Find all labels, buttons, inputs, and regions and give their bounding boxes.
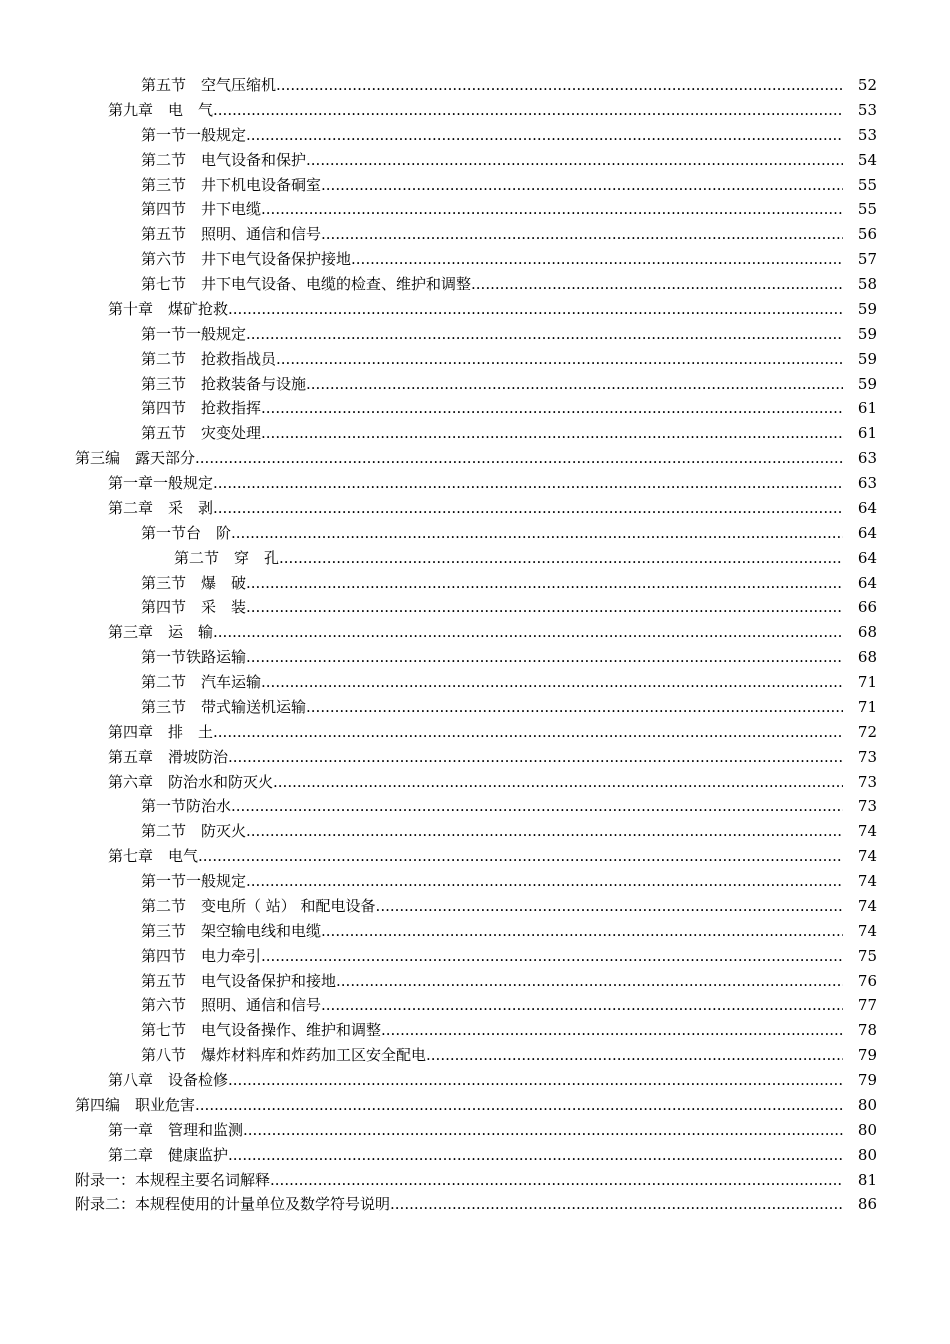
toc-dot-leader	[246, 595, 843, 620]
toc-dot-leader	[231, 794, 843, 819]
toc-entry[interactable]	[0, 645, 950, 670]
toc-entry[interactable]	[0, 794, 950, 819]
toc-entry-line	[141, 222, 843, 247]
toc-page-number: 64	[857, 573, 877, 592]
toc-entry-title: 第五章 滑坡防治	[108, 747, 229, 766]
toc-entry-line	[108, 1143, 843, 1168]
toc-page-number: 68	[857, 623, 877, 642]
toc-entry-title: 第二章 采 剥	[108, 498, 214, 517]
toc-dot-leader	[306, 372, 843, 397]
toc-entry[interactable]	[0, 1018, 950, 1043]
toc-entry[interactable]	[0, 396, 950, 421]
toc-entry-title: 第三节 抢救装备与设施	[141, 374, 307, 393]
toc-entry-line	[141, 919, 843, 944]
toc-entry-title: 第六节 井下电气设备保护接地	[141, 250, 352, 269]
toc-dot-leader	[246, 819, 843, 844]
toc-dot-leader	[231, 521, 843, 546]
toc-entry-line	[108, 1068, 843, 1093]
toc-entry[interactable]	[0, 595, 950, 620]
toc-dot-leader	[243, 1118, 843, 1143]
toc-entry[interactable]	[0, 571, 950, 596]
toc-entry-title: 第二节 汽车运输	[141, 673, 262, 691]
toc-entry-title: 第六节 照明、通信和信号	[141, 996, 322, 1015]
toc-entry-title: 第七章 电气	[108, 847, 199, 866]
toc-dot-leader	[321, 173, 843, 198]
toc-entry[interactable]	[0, 620, 950, 645]
toc-entry[interactable]	[0, 471, 950, 496]
toc-entry[interactable]	[0, 869, 950, 894]
toc-page-number: 75	[857, 946, 877, 965]
toc-page-number: 74	[857, 847, 877, 866]
toc-page-number: 59	[857, 299, 877, 318]
toc-page-number: 61	[857, 424, 877, 443]
toc-page-number: 72	[857, 722, 877, 741]
toc-entry-title: 第九章 电 气	[108, 100, 214, 119]
toc-entry-title: 第二节 穿 孔	[174, 548, 280, 567]
toc-entry-title: 第一节防治水	[141, 797, 232, 816]
toc-entry[interactable]	[0, 123, 950, 148]
toc-entry-title: 第四节 电力牵引	[141, 946, 262, 965]
toc-entry-line	[108, 844, 843, 869]
toc-entry[interactable]	[0, 919, 950, 944]
toc-entry-line	[141, 148, 843, 173]
toc-entry-line	[141, 173, 843, 198]
toc-entry-title: 第五节 灾变处理	[141, 424, 262, 443]
toc-entry-title: 第七节 井下电气设备、电缆的检查、维护和调整	[141, 275, 472, 293]
toc-entry-title: 第十章 煤矿抢救	[108, 299, 229, 318]
toc-dot-leader	[381, 1018, 843, 1043]
toc-page-number: 74	[857, 822, 877, 841]
toc-entry-title: 第四节 采 装	[141, 598, 247, 617]
toc-entry-title: 第一节台 阶	[141, 523, 232, 542]
toc-entry-title: 附录一：本规程主要名词解释	[75, 1170, 271, 1189]
toc-entry-line	[141, 993, 843, 1018]
toc-page-number: 80	[857, 1145, 877, 1164]
toc-entry-title: 第二节 变电所（ 站） 和配电设备	[141, 896, 376, 915]
toc-entry-title: 附录二：本规程使用的计量单位及数学符号说明	[75, 1195, 391, 1214]
toc-page-number: 55	[857, 175, 877, 194]
toc-entry-line	[108, 297, 843, 322]
toc-page-number: 52	[857, 76, 877, 94]
toc-dot-leader	[321, 919, 843, 944]
toc-page-number: 58	[857, 275, 877, 293]
toc-page-number: 56	[857, 225, 877, 244]
toc-page-number: 78	[857, 1021, 877, 1040]
toc-page-number: 54	[857, 150, 877, 169]
toc-page-number: 71	[857, 697, 877, 716]
toc-page-number: 73	[857, 797, 877, 816]
toc-entry-title: 第五节 照明、通信和信号	[141, 225, 322, 244]
toc-entry-line	[141, 396, 843, 421]
toc-entry-title: 第三章 运 输	[108, 623, 214, 642]
toc-page-number: 59	[857, 349, 877, 368]
toc-entry-line	[141, 247, 843, 272]
toc-page-number: 73	[857, 747, 877, 766]
toc-entry[interactable]	[0, 819, 950, 844]
toc-entry[interactable]	[0, 944, 950, 969]
toc-entry-line	[141, 894, 843, 919]
toc-dot-leader	[228, 1068, 843, 1093]
toc-page-number: 59	[857, 324, 877, 343]
toc-dot-leader	[426, 1043, 843, 1068]
toc-page-number: 74	[857, 872, 877, 890]
toc-page-number: 66	[857, 598, 877, 617]
toc-dot-leader	[261, 421, 843, 446]
toc-page-number: 81	[857, 1170, 877, 1189]
toc-dot-leader	[246, 869, 843, 894]
toc-entry-line	[75, 446, 843, 471]
toc-entry[interactable]	[0, 1143, 950, 1168]
toc-dot-leader	[471, 272, 843, 297]
toc-dot-leader	[351, 247, 843, 272]
toc-dot-leader	[246, 571, 843, 596]
toc-entry-line	[141, 322, 843, 347]
toc-entry-line	[174, 546, 843, 571]
toc-entry-title: 第一节一般规定	[141, 872, 247, 890]
toc-page-number: 80	[857, 1095, 877, 1114]
toc-entry-title: 第二节 电气设备和保护	[141, 150, 307, 169]
toc-dot-leader	[213, 720, 843, 745]
toc-dot-leader	[336, 969, 843, 994]
toc-entry[interactable]	[0, 173, 950, 198]
toc-entry-line	[141, 197, 843, 222]
toc-entry[interactable]	[0, 695, 950, 720]
toc-entry-title: 第八节 爆炸材料库和炸药加工区安全配电	[141, 1046, 427, 1065]
toc-entry-line	[141, 670, 843, 695]
toc-dot-leader	[195, 1093, 843, 1118]
toc-entry-line	[141, 1018, 843, 1043]
toc-dot-leader	[213, 620, 843, 645]
toc-entry-line	[141, 272, 843, 297]
toc-entry-title: 第四编 职业危害	[75, 1095, 196, 1114]
toc-entry-title: 第五节 空气压缩机	[141, 76, 277, 94]
toc-entry[interactable]	[0, 496, 950, 521]
toc-entry-title: 第三节 带式输送机运输	[141, 697, 307, 716]
toc-entry-line	[75, 1093, 843, 1118]
toc-entry[interactable]	[0, 521, 950, 546]
toc-entry[interactable]	[0, 247, 950, 272]
toc-entry[interactable]	[0, 1093, 950, 1118]
toc-entry[interactable]	[0, 148, 950, 173]
toc-entry-title: 第一节一般规定	[141, 125, 247, 144]
toc-entry[interactable]	[0, 1043, 950, 1068]
toc-page-number: 79	[857, 1071, 877, 1089]
toc-page-number: 77	[857, 996, 877, 1015]
toc-page-number: 80	[857, 1120, 877, 1139]
toc-entry-line	[141, 571, 843, 596]
toc-entry-title: 第四章 排 土	[108, 722, 214, 741]
toc-entry-title: 第五节 电气设备保护和接地	[141, 971, 337, 990]
toc-entry-line	[108, 720, 843, 745]
toc-entry[interactable]	[0, 98, 950, 123]
toc-entry[interactable]	[0, 197, 950, 222]
toc-entry[interactable]	[0, 297, 950, 322]
toc-entry-line	[141, 695, 843, 720]
toc-entry-line	[141, 869, 843, 894]
toc-entry[interactable]	[0, 73, 950, 98]
toc-entry[interactable]	[0, 770, 950, 795]
toc-page-number: 71	[857, 673, 877, 691]
toc-entry[interactable]	[0, 969, 950, 994]
toc-entry[interactable]	[0, 372, 950, 397]
toc-dot-leader	[261, 944, 843, 969]
toc-page-number: 74	[857, 896, 877, 915]
toc-entry-line	[108, 620, 843, 645]
toc-page-number: 53	[857, 100, 877, 119]
toc-entry-line	[141, 794, 843, 819]
toc-page-number: 63	[857, 449, 877, 468]
toc-dot-leader	[228, 297, 843, 322]
toc-dot-leader	[276, 347, 843, 372]
toc-entry-line	[108, 496, 843, 521]
toc-page-number: 57	[857, 250, 877, 269]
toc-entry-line	[141, 521, 843, 546]
toc-entry-title: 第二节 抢救指战员	[141, 349, 277, 368]
toc-dot-leader	[276, 73, 843, 98]
toc-page-number: 68	[857, 648, 877, 667]
toc-entry[interactable]	[0, 1168, 950, 1193]
toc-entry-title: 第一节一般规定	[141, 324, 247, 343]
toc-page-number: 79	[857, 1046, 877, 1065]
toc-dot-leader	[279, 546, 843, 571]
toc-entry-title: 第四节 井下电缆	[141, 200, 262, 219]
toc-entry-title: 第一节铁路运输	[141, 648, 247, 667]
toc-entry-line	[141, 123, 843, 148]
toc-dot-leader	[306, 148, 843, 173]
toc-entry[interactable]	[0, 272, 950, 297]
toc-entry[interactable]	[0, 546, 950, 571]
toc-dot-leader	[321, 222, 843, 247]
toc-dot-leader	[270, 1168, 843, 1193]
toc-entry-line	[141, 372, 843, 397]
toc-entry[interactable]	[0, 347, 950, 372]
toc-entry-line	[141, 73, 843, 98]
toc-dot-leader	[376, 894, 843, 919]
toc-page-number: 64	[857, 498, 877, 517]
toc-entry-title: 第八章 设备检修	[108, 1071, 229, 1089]
toc-dot-leader	[228, 745, 843, 770]
toc-entry[interactable]	[0, 670, 950, 695]
toc-dot-leader	[246, 645, 843, 670]
toc-dot-leader	[228, 1143, 843, 1168]
toc-entry-line	[141, 819, 843, 844]
toc-entry[interactable]	[0, 894, 950, 919]
toc-entry-line	[75, 1168, 843, 1193]
toc-entry[interactable]	[0, 745, 950, 770]
toc-entry-line	[75, 1192, 843, 1217]
toc-entry[interactable]	[0, 993, 950, 1018]
toc-entry-line	[108, 770, 843, 795]
toc-entry-title: 第七节 电气设备操作、维护和调整	[141, 1021, 382, 1040]
toc-dot-leader	[213, 496, 843, 521]
toc-page-number: 74	[857, 921, 877, 940]
toc-entry[interactable]	[0, 222, 950, 247]
toc-entry-line	[108, 1118, 843, 1143]
toc-page-number: 86	[857, 1195, 877, 1214]
toc-page-number: 64	[857, 548, 877, 567]
toc-entry-title: 第一章 管理和监测	[108, 1120, 244, 1139]
toc-entry[interactable]	[0, 322, 950, 347]
toc-entry-line	[141, 595, 843, 620]
toc-entry-line	[108, 745, 843, 770]
toc-entry-line	[141, 1043, 843, 1068]
toc-entry-line	[141, 944, 843, 969]
toc-entry-title: 第六章 防治水和防灭火	[108, 772, 274, 791]
toc-entry-title: 第四节 抢救指挥	[141, 399, 262, 418]
toc-entry[interactable]	[0, 720, 950, 745]
toc-page-number: 76	[857, 971, 877, 990]
toc-entry-title: 第三节 架空输电线和电缆	[141, 921, 322, 940]
toc-dot-leader	[261, 396, 843, 421]
toc-entry-title: 第三节 井下机电设备硐室	[141, 175, 322, 194]
toc-page-number: 53	[857, 125, 877, 144]
toc-page-number: 55	[857, 200, 877, 219]
toc-page-number: 63	[857, 474, 877, 492]
toc-entry[interactable]	[0, 1068, 950, 1093]
toc-entry[interactable]	[0, 1192, 950, 1217]
toc-dot-leader	[390, 1192, 843, 1217]
toc-entry[interactable]	[0, 421, 950, 446]
toc-entry-title: 第一章一般规定	[108, 474, 214, 492]
toc-entry-title: 第三编 露天部分	[75, 449, 196, 468]
toc-dot-leader	[261, 670, 843, 695]
toc-entry[interactable]	[0, 844, 950, 869]
toc-entry-title: 第二章 健康监护	[108, 1145, 229, 1164]
toc-dot-leader	[246, 322, 843, 347]
toc-entry-line	[108, 471, 843, 496]
toc-entry[interactable]	[0, 446, 950, 471]
toc-page-number: 73	[857, 772, 877, 791]
toc-dot-leader	[261, 197, 843, 222]
toc-page-number: 59	[857, 374, 877, 393]
toc-entry-title: 第二节 防灭火	[141, 822, 247, 841]
toc-page-number: 64	[857, 523, 877, 542]
table-of-contents	[0, 73, 950, 1217]
toc-entry-line	[108, 98, 843, 123]
toc-entry-line	[141, 969, 843, 994]
toc-entry-title: 第三节 爆 破	[141, 573, 247, 592]
toc-dot-leader	[306, 695, 843, 720]
toc-dot-leader	[246, 123, 843, 148]
toc-dot-leader	[213, 471, 843, 496]
toc-entry-line	[141, 421, 843, 446]
toc-entry-line	[141, 347, 843, 372]
toc-entry-line	[141, 645, 843, 670]
toc-dot-leader	[198, 844, 843, 869]
toc-dot-leader	[195, 446, 843, 471]
toc-entry[interactable]	[0, 1118, 950, 1143]
toc-dot-leader	[273, 770, 843, 795]
toc-dot-leader	[213, 98, 843, 123]
toc-dot-leader	[321, 993, 843, 1018]
toc-page-number: 61	[857, 399, 877, 418]
